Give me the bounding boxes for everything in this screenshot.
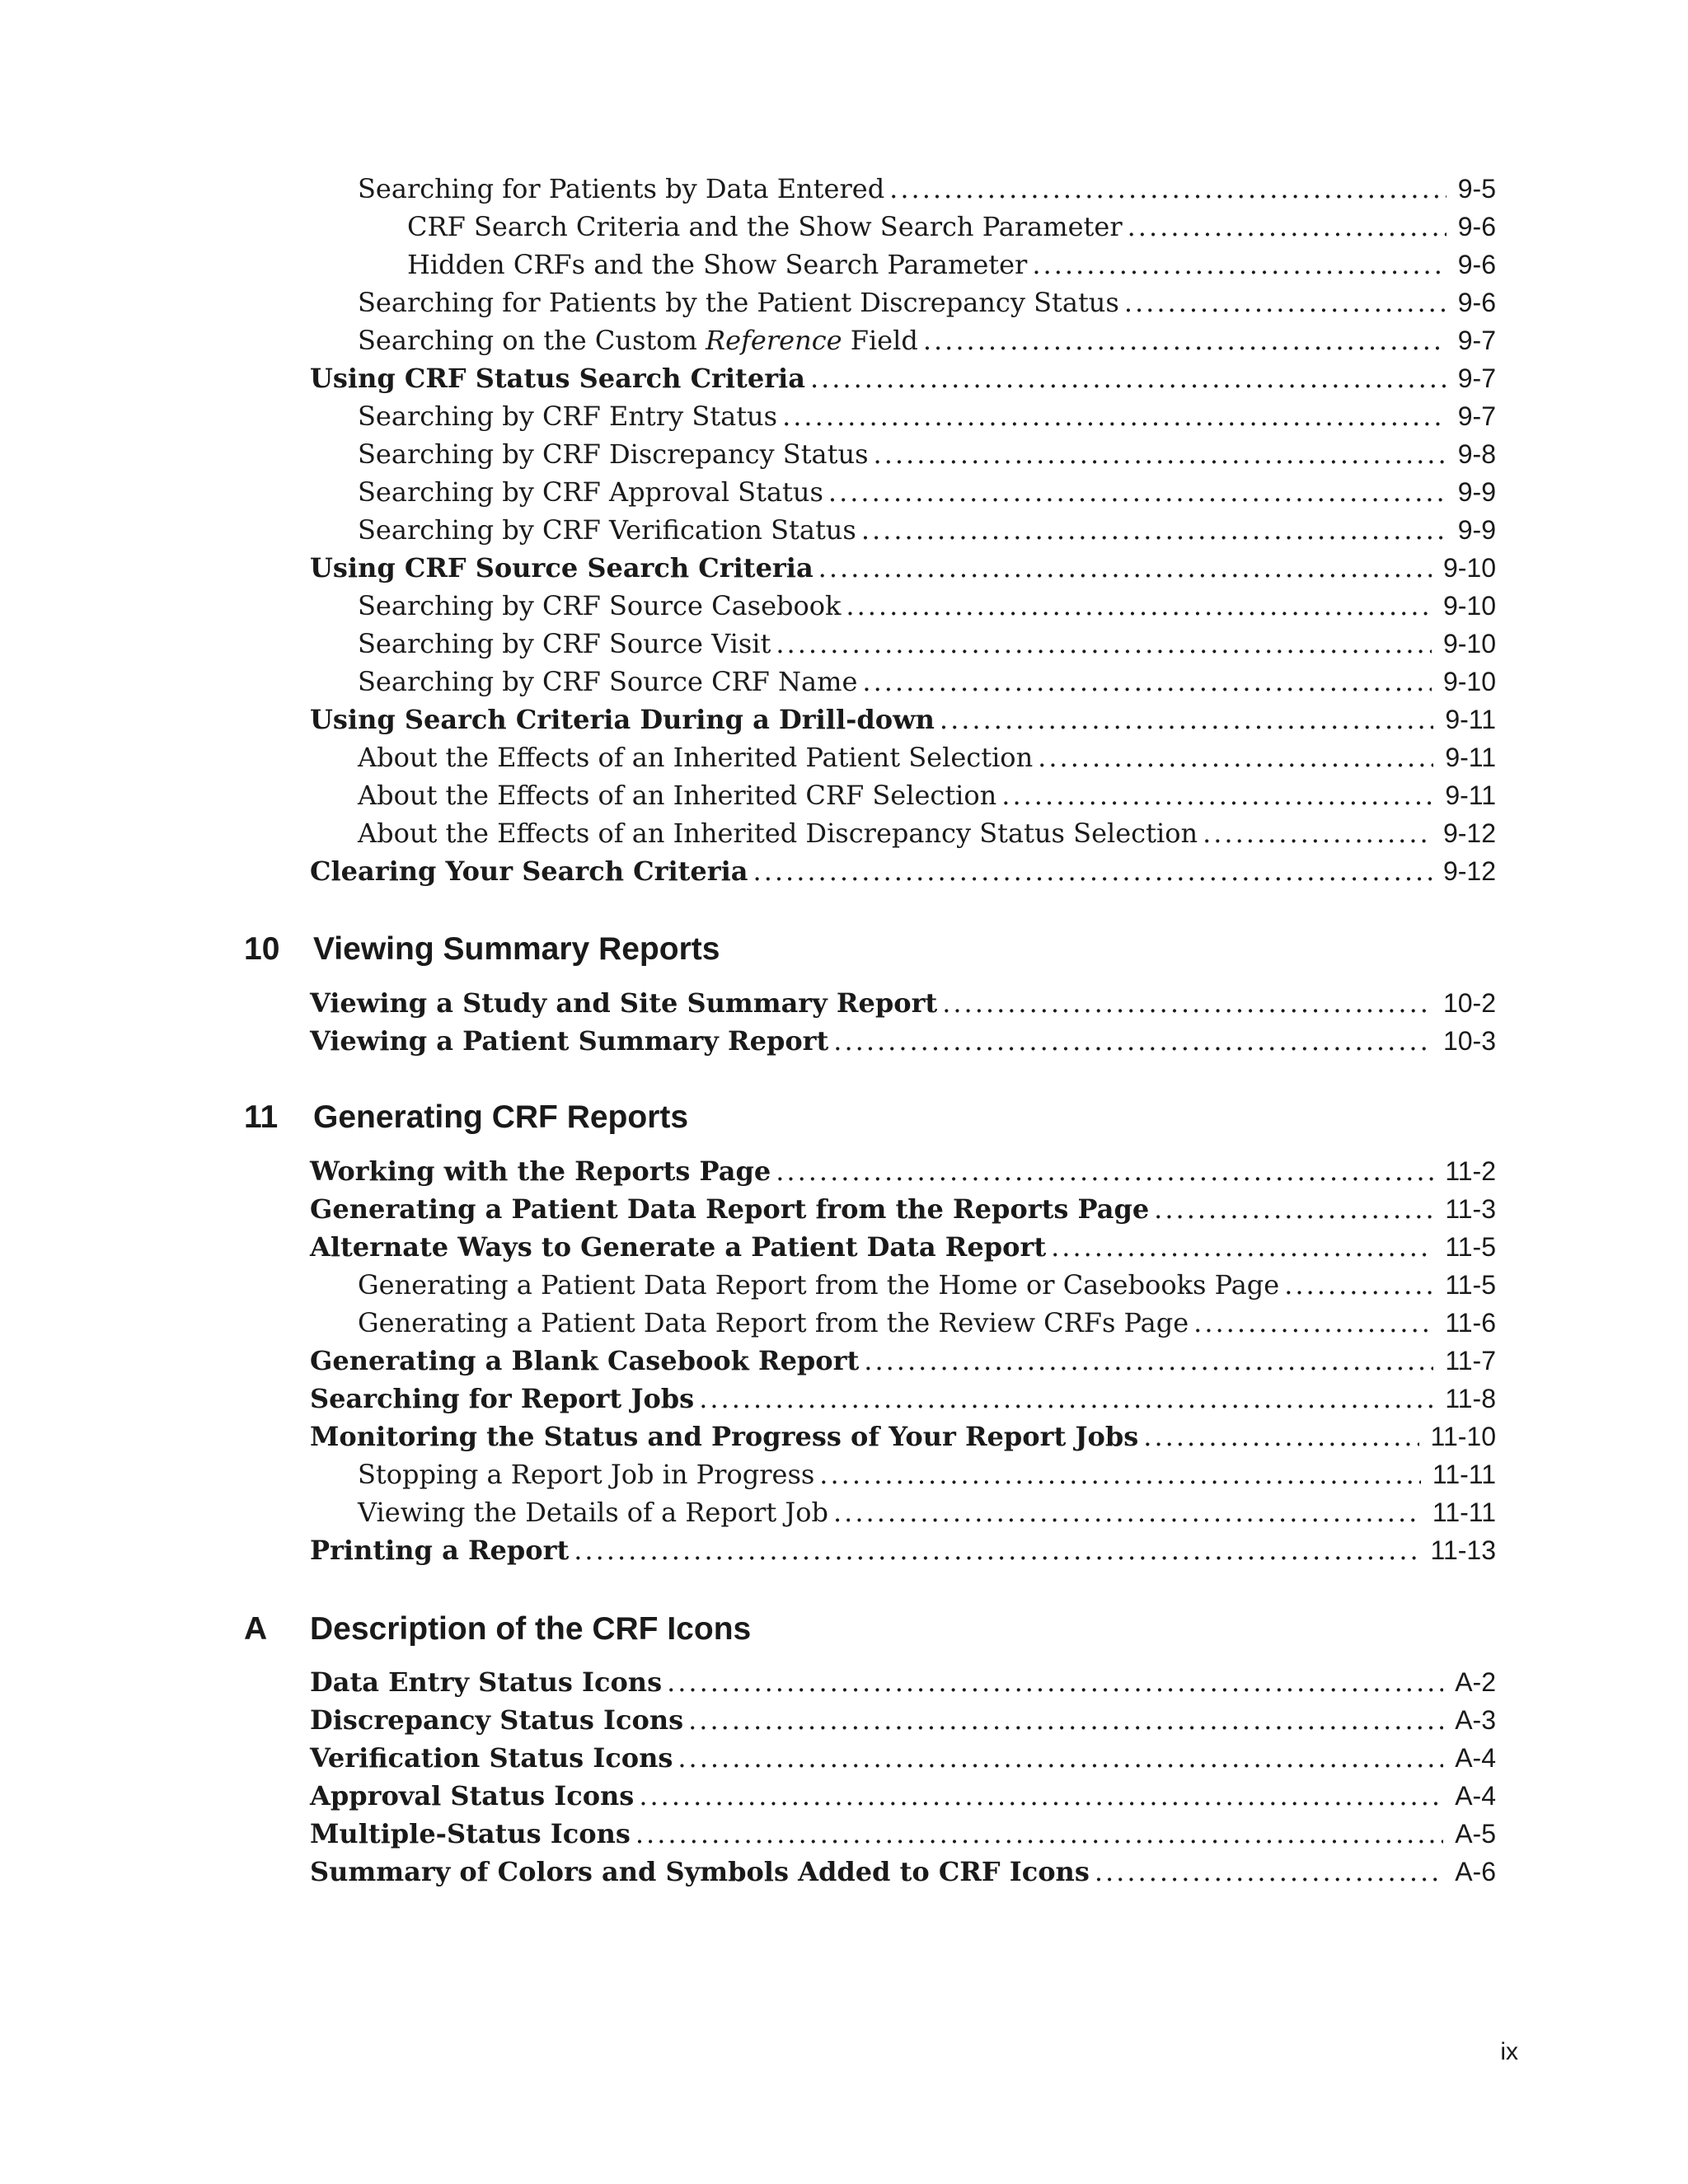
dot-leader [846, 587, 1432, 625]
toc-entry-title: Viewing a Patient Summary Report [310, 1025, 829, 1057]
toc-entry-page: 11-10 [1430, 1422, 1496, 1451]
toc-entry-title: About the Effects of an Inherited Patient Selection [358, 742, 1034, 773]
toc-entry-page: 9-6 [1457, 250, 1496, 279]
dot-leader [828, 473, 1447, 511]
toc-entry-page: 11-5 [1445, 1232, 1496, 1262]
chapter-title: Viewing Summary Reports [313, 931, 720, 967]
toc-entry-page: A-5 [1455, 1819, 1496, 1849]
toc-entry-title: Approval Status Icons [310, 1780, 635, 1811]
toc-entry[interactable] [310, 1228, 1496, 1266]
toc-entry-page: 9-8 [1457, 439, 1496, 469]
dot-leader [678, 1739, 1443, 1777]
toc-entry-page: 9-6 [1457, 288, 1496, 317]
toc-entry[interactable] [310, 359, 1496, 397]
toc-entry-page: 11-3 [1445, 1194, 1496, 1224]
toc-entry[interactable] [358, 776, 1496, 814]
chapter-number: 10 [244, 931, 280, 967]
toc-entry[interactable] [310, 852, 1496, 890]
dot-leader [874, 435, 1447, 473]
toc-entry-title: Searching by CRF Entry Status [358, 401, 778, 432]
dot-leader [1193, 1304, 1433, 1342]
chapter-title: Description of the CRF Icons [310, 1611, 752, 1647]
dot-leader [1001, 776, 1433, 814]
dot-leader [699, 1380, 1433, 1418]
toc-entry-page: 9-5 [1457, 174, 1496, 204]
toc-entry-page: A-4 [1455, 1781, 1496, 1811]
toc-entry-page: 9-7 [1457, 363, 1496, 393]
toc-entry-title: Generating a Patient Data Report from the Review CRFs Page [358, 1307, 1189, 1338]
toc-entry-page: 9-9 [1457, 477, 1496, 507]
toc-entry-title: Monitoring the Status and Progress of Your Report Jobs [310, 1421, 1139, 1452]
toc-entry-page: 11-8 [1445, 1384, 1496, 1413]
toc-entry-title: Searching for Report Jobs [310, 1383, 695, 1414]
toc-entry-title: Hidden CRFs and the Show Search Parameter [407, 249, 1028, 280]
toc-entry[interactable] [407, 208, 1496, 246]
toc-entry-title: Searching by CRF Discrepancy Status [358, 438, 869, 470]
toc-entry-page: A-6 [1455, 1857, 1496, 1886]
toc-entry-page: 9-10 [1442, 591, 1496, 621]
toc-entry[interactable] [358, 170, 1496, 208]
toc-entry[interactable] [310, 1739, 1496, 1777]
toc-entry-page: 11-11 [1432, 1460, 1496, 1489]
toc-entry-title: Stopping a Report Job in Progress [358, 1459, 815, 1490]
toc-entry-title: Generating a Blank Casebook Report [310, 1345, 860, 1376]
toc-entry-title: Viewing the Details of a Report Job [358, 1497, 828, 1528]
dot-leader [782, 397, 1447, 435]
toc-entry-page: 11-13 [1430, 1535, 1496, 1565]
dot-leader [776, 625, 1432, 663]
title-part: Field [842, 325, 918, 356]
dot-leader [833, 1493, 1421, 1531]
toc-entry-title: Alternate Ways to Generate a Patient Data Report [310, 1231, 1047, 1263]
dot-leader [864, 1342, 1433, 1380]
toc-entry-page: 9-6 [1457, 212, 1496, 241]
toc-entry-title: Data Entry Status Icons [310, 1666, 663, 1698]
toc-entry-page: A-2 [1455, 1667, 1496, 1697]
toc-entry[interactable] [310, 1777, 1496, 1815]
title-italic-part: Reference [706, 325, 842, 356]
toc-entry[interactable] [310, 1380, 1496, 1418]
toc-entry-page: A-4 [1455, 1743, 1496, 1773]
toc-entry[interactable] [358, 1455, 1496, 1493]
dot-leader [1284, 1266, 1433, 1304]
toc-entry[interactable] [358, 1493, 1496, 1531]
chapter-title: Generating CRF Reports [313, 1099, 689, 1135]
chapter-heading[interactable] [244, 1097, 1068, 1138]
dot-leader [1038, 738, 1433, 776]
dot-leader [753, 852, 1432, 890]
toc-entry-title: Searching by CRF Verification Status [358, 514, 856, 546]
toc-entry-title: Searching by CRF Source Casebook [358, 590, 842, 621]
toc-entry-title: Using CRF Source Search Criteria [310, 552, 814, 583]
toc-entry-page: 9-10 [1442, 553, 1496, 583]
toc-entry[interactable] [358, 321, 1496, 359]
toc-entry[interactable] [358, 435, 1496, 473]
dot-leader [667, 1663, 1443, 1701]
dot-leader [639, 1777, 1443, 1815]
toc-entry-page: 9-10 [1442, 667, 1496, 696]
toc-entry[interactable] [310, 1342, 1496, 1380]
toc-entry-title: Searching for Patients by the Patient Discrepancy Status [358, 287, 1119, 318]
toc-entry[interactable] [358, 625, 1496, 663]
toc-entry-title: About the Effects of an Inherited Discrepancy Status Selection [358, 818, 1198, 849]
dot-leader [776, 1152, 1433, 1190]
dot-leader [1032, 246, 1446, 284]
dot-leader [942, 984, 1432, 1022]
toc-entry-page: 9-11 [1445, 780, 1496, 810]
toc-entry-page: 11-5 [1445, 1270, 1496, 1300]
toc-entry-page: 9-7 [1457, 401, 1496, 431]
page-number: ix [1500, 2038, 1518, 2065]
dot-leader [574, 1531, 1418, 1569]
toc-entry-title: Searching by CRF Approval Status [358, 476, 823, 508]
toc-entry-title: Generating a Patient Data Report from the Reports Page [310, 1193, 1150, 1225]
toc-entry[interactable] [310, 1663, 1496, 1701]
toc-entry[interactable] [310, 984, 1496, 1022]
toc-entry[interactable] [358, 814, 1496, 852]
toc-entry[interactable] [310, 1418, 1496, 1455]
toc-entry-title: Searching for Patients by Data Entered [358, 173, 885, 204]
dot-leader [810, 359, 1447, 397]
dot-leader [688, 1701, 1443, 1739]
chapter-number: 11 [244, 1099, 279, 1135]
dot-leader [635, 1815, 1443, 1853]
toc-entry-page: 9-10 [1442, 629, 1496, 658]
toc-entry-title: Searching by CRF Source CRF Name [358, 666, 858, 697]
dot-leader [1203, 814, 1432, 852]
toc-entry-title: Using Search Criteria During a Drill-down [310, 704, 935, 735]
toc-entry[interactable] [310, 1531, 1496, 1569]
toc-entry[interactable] [358, 511, 1496, 549]
dot-leader [861, 511, 1447, 549]
toc-entry[interactable] [310, 701, 1496, 738]
toc-entry-title: Printing a Report [310, 1535, 570, 1566]
toc-entry-title: Verification Status Icons [310, 1742, 673, 1774]
dot-leader [889, 170, 1447, 208]
toc-entry[interactable] [310, 1701, 1496, 1739]
toc-entry-page: 10-2 [1442, 988, 1496, 1018]
dot-leader [1095, 1853, 1443, 1891]
toc-entry[interactable] [407, 246, 1496, 284]
toc-entry-page: 10-3 [1442, 1026, 1496, 1056]
toc-entry-title: Summary of Colors and Symbols Added to CRF Icons [310, 1856, 1090, 1887]
title-part: Searching on the Custom [358, 325, 706, 356]
toc-entry-title: Viewing a Study and Site Summary Report [310, 987, 938, 1019]
toc-entry-page: A-3 [1455, 1705, 1496, 1735]
toc-entry-page: 9-11 [1445, 705, 1496, 734]
toc-entry[interactable] [358, 738, 1496, 776]
toc-entry-title: Generating a Patient Data Report from the Home or Casebooks Page [358, 1269, 1280, 1301]
toc-entry-page: 11-2 [1445, 1156, 1496, 1186]
toc-entry-page: 11-7 [1445, 1346, 1496, 1376]
toc-entry[interactable] [358, 473, 1496, 511]
toc-entry[interactable] [310, 549, 1496, 587]
toc-entry[interactable] [310, 1190, 1496, 1228]
toc-entry-page: 9-11 [1445, 743, 1496, 772]
toc-entry-title: Discrepancy Status Icons [310, 1704, 684, 1736]
toc-entry-title: CRF Search Criteria and the Show Search Parameter [407, 211, 1123, 242]
dot-leader [1124, 284, 1447, 321]
dot-leader [1143, 1418, 1418, 1455]
toc-entry[interactable] [310, 1022, 1496, 1060]
dot-leader [1051, 1228, 1433, 1266]
toc-entry[interactable] [358, 397, 1496, 435]
chapter-heading[interactable] [244, 1609, 1068, 1650]
toc-entry-title [358, 321, 918, 359]
toc-entry-page: 9-7 [1457, 326, 1496, 355]
toc-entry-title: Multiple-Status Icons [310, 1818, 631, 1849]
dot-leader [818, 549, 1432, 587]
toc-entry[interactable] [310, 1815, 1496, 1853]
toc-entry-title: Searching by CRF Source Visit [358, 628, 771, 659]
dot-leader [923, 321, 1447, 359]
toc-entry[interactable] [358, 1266, 1496, 1304]
dot-leader [1128, 208, 1447, 246]
toc-entry-page: 9-12 [1442, 856, 1496, 886]
toc-entry[interactable] [310, 1152, 1496, 1190]
dot-leader [940, 701, 1433, 738]
toc-entry[interactable] [358, 284, 1496, 321]
toc-entry-page: 9-12 [1442, 818, 1496, 848]
toc-entry-title: Using CRF Status Search Criteria [310, 363, 805, 394]
toc-entry-title: Working with the Reports Page [310, 1155, 771, 1187]
toc-entry[interactable] [358, 1304, 1496, 1342]
chapter-heading[interactable] [244, 929, 1068, 970]
toc-entry[interactable] [358, 663, 1496, 701]
toc-entry-page: 9-9 [1457, 515, 1496, 545]
dot-leader [862, 663, 1432, 701]
dot-leader [819, 1455, 1421, 1493]
toc-entry-page: 11-6 [1445, 1308, 1496, 1338]
toc-entry[interactable] [358, 587, 1496, 625]
toc-entry-title: Clearing Your Search Criteria [310, 855, 748, 887]
dot-leader [1154, 1190, 1433, 1228]
toc-entry-title: About the Effects of an Inherited CRF Selection [358, 780, 997, 811]
dot-leader [833, 1022, 1432, 1060]
toc-entry[interactable] [310, 1853, 1496, 1891]
toc-entry-page: 11-11 [1432, 1497, 1496, 1527]
chapter-number: A [244, 1611, 268, 1647]
